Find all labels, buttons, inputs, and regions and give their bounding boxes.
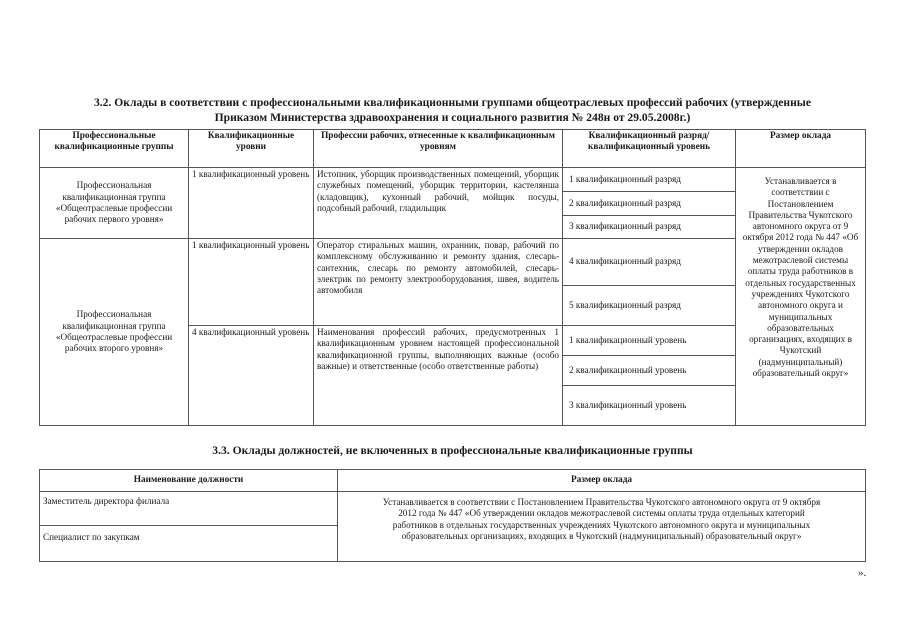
group2-grade-4: 4 квалификационный разряд	[563, 239, 736, 286]
position-deputy-director: Заместитель директора филиала	[40, 492, 338, 526]
group1-name: Профессиональная квалификационная группа «Общеотраслевые профессии рабочих первого уровня»	[40, 168, 189, 239]
table-3-2-header-row	[40, 130, 866, 168]
table-3-3-header-row	[40, 470, 866, 492]
group2-level4-grade-2: 2 квалификационный уровень	[563, 356, 736, 386]
group2-name: Профессиональная квалификационная группа «Общеотраслевые профессии рабочих второго уровня»	[40, 239, 189, 426]
group1-level: 1 квалификационный уровень	[189, 168, 314, 239]
section-3-2-title-line1: 3.2. Оклады в соответствии с профессиональными квалификационными группами общеотраслевых профессий рабочих (утвержденные	[93, 96, 811, 109]
header-salary: Размер оклада	[736, 130, 866, 168]
closing-quote: ».	[858, 567, 867, 579]
group1-professions: Истопник, уборщик производственных помещений, уборщик служебных помещений, уборщик территории, кастелянша (кладовщик), кухонный рабочий, мойщик посуды, подсобный рабочий, гладильщик	[314, 168, 563, 239]
section-3-2-title	[40, 95, 865, 125]
section-3-2-title-line2: Приказом Министерства здравоохранения и социального развития № 248н от 29.05.2008г.)	[214, 111, 691, 124]
header-professions: Профессии рабочих, отнесенные к квалификационным уровням	[314, 130, 563, 168]
group1-grade-2: 2 квалификационный разряд	[563, 192, 736, 216]
salary-cell-3-3: Устанавливается в соответствии с Постановлением Правительства Чукотского автономного округа от 9 октября 2012 года № 447 «Об утверждении окладов межотраслевой системы оплаты труда отдельных категорий работников в отдельных государственных учреждениях Чукотского автономного округа и муниципальных образовательных организациях, входящих в Чукотский (надмуниципальный) образовательный округ»	[338, 492, 866, 562]
group2-grade-5: 5 квалификационный разряд	[563, 286, 736, 326]
group1-grade-3: 3 квалификационный разряд	[563, 216, 736, 239]
salary-cell: Устанавливается в соответствии с Постановлением Правительства Чукотского автономного округа от 9 октября 2012 года № 447 «Об утверждении окладов межотраслевой системы оплаты труда работников в отдельных государственных учреждениях Чукотского автономного округа и муниципальных образовательных организациях, входящих в Чукотский (надмуниципальный) образовательный округ»	[736, 168, 866, 426]
group2-level1: 1 квалификационный уровень	[189, 239, 314, 326]
group2-level4-grade-3: 3 квалификационный уровень	[563, 386, 736, 426]
table-row	[40, 492, 866, 526]
header-grade: Квалификационный разряд/квалификационный уровень	[563, 130, 736, 168]
group2-level4-grade-1: 1 квалификационный уровень	[563, 326, 736, 356]
position-procurement-specialist: Специалист по закупкам	[40, 526, 338, 562]
header-position: Наименование должности	[40, 470, 338, 492]
table-row	[40, 168, 866, 192]
table-3-2	[39, 129, 866, 426]
group2-professions4: Наименования профессий рабочих, предусмотренных 1 квалификационным уровнем настоящей профессиональной квалификационной группы, выполняющих важные (особо важные) и ответственные (особо ответственные работы)	[314, 326, 563, 426]
group2-level4: 4 квалификационный уровень	[189, 326, 314, 426]
group2-professions1: Оператор стиральных машин, охранник, повар, рабочий по комплексному обслуживанию и ремонту здания, слесарь-сантехник, слесарь по ремонту автомобилей, слесарь-электрик по ремонту электрооборудования, швея, водитель автомобиля	[314, 239, 563, 326]
header-level: Квалификационные уровни	[189, 130, 314, 168]
header-salary-3-3: Размер оклада	[338, 470, 866, 492]
section-3-3-title: 3.3. Оклады должностей, не включенных в профессиональные квалификационные группы	[212, 444, 693, 457]
table-3-3	[39, 469, 866, 562]
group1-grade-1: 1 квалификационный разряд	[563, 168, 736, 192]
header-group: Профессиональные квалификационные группы	[40, 130, 189, 168]
